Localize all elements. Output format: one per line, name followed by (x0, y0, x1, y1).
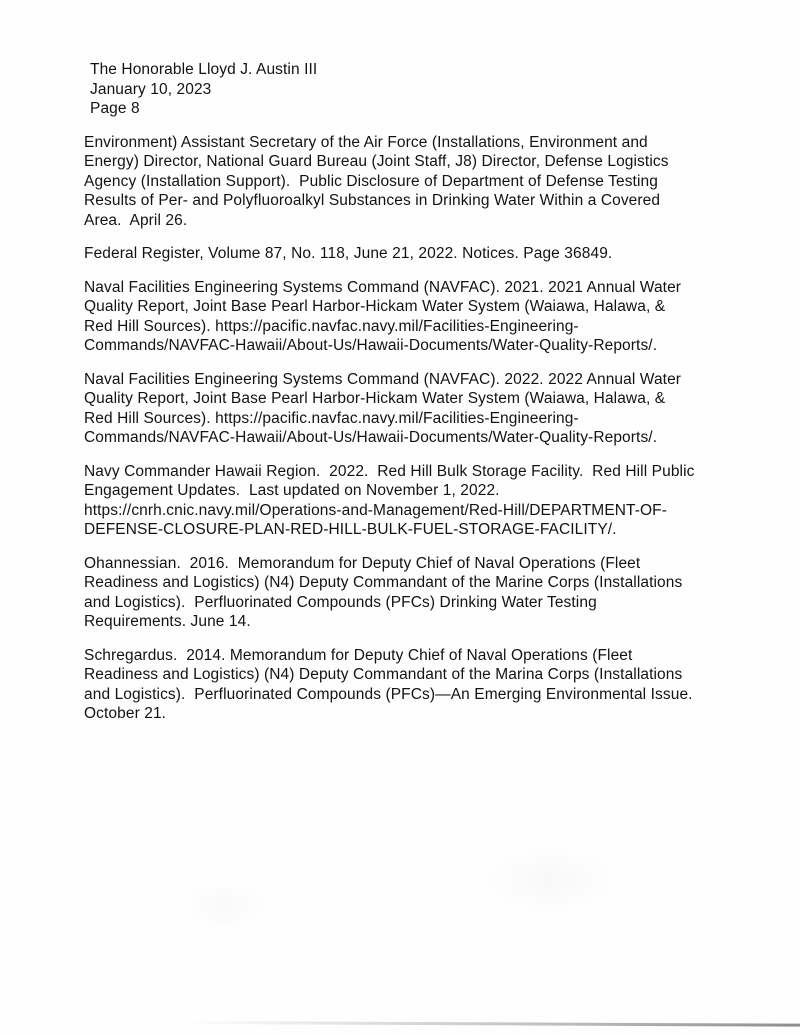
text-line: Naval Facilities Engineering Systems Command (NAVFAC). 2021. 2021 Annual Water (84, 278, 682, 296)
reference-paragraph-navy-commander-hawaii (84, 462, 764, 540)
text-line: Red Hill Sources). https://pacific.navfac.navy.mil/Facilities-Engineering- (84, 317, 579, 335)
reference-paragraph-ohannessian-2016 (84, 554, 764, 632)
page-number: Page 8 (90, 100, 140, 117)
reference-paragraph-air-force-disclosure (84, 133, 764, 231)
text-line: Commands/NAVFAC-Hawaii/About-Us/Hawaii-Documents/Water-Quality-Reports/. (84, 429, 658, 446)
reference-paragraph-schregardus-2014 (84, 646, 764, 724)
text-line: and Logistics). Perfluorinated Compounds (PFCs)—An Emerging Environmental Issue. (84, 685, 693, 703)
recipient-name: The Honorable Lloyd J. Austin III (90, 61, 318, 78)
letter-header (90, 60, 764, 119)
text-line: Red Hill Sources). https://pacific.navfac.navy.mil/Facilities-Engineering- (84, 409, 579, 427)
text-line: Federal Register, Volume 87, No. 118, June 21, 2022. Notices. Page 36849. (84, 245, 613, 262)
text-line: https://cnrh.cnic.navy.mil/Operations-and-Management/Red-Hill/DEPARTMENT-OF- (84, 501, 668, 519)
text-line: and Logistics). Perfluorinated Compounds (PFCs) Drinking Water Testing (84, 593, 597, 611)
letter-date: January 10, 2023 (90, 80, 212, 98)
reference-paragraph-federal-register (84, 244, 764, 264)
text-line: Environment) Assistant Secretary of the Air Force (Installations, Environment and (84, 133, 648, 151)
text-line: Schregardus. 2014. Memorandum for Deputy Chief of Naval Operations (Fleet (84, 646, 633, 664)
reference-paragraph-navfac-2021 (84, 278, 764, 356)
text-line: Area. April 26. (84, 211, 188, 229)
text-line: Quality Report, Joint Base Pearl Harbor-Hickam Water System (Waiawa, Halawa, & (84, 298, 666, 315)
text-line: Energy) Director, National Guard Bureau (Joint Staff, J8) Director, Defense Logistics (84, 153, 669, 170)
text-line: Naval Facilities Engineering Systems Command (NAVFAC). 2022. 2022 Annual Water (84, 370, 682, 388)
reference-paragraph-navfac-2022 (84, 370, 764, 448)
text-line: Readiness and Logistics) (N4) Deputy Commandant of the Marine Corps (Installations (84, 574, 683, 591)
text-line: Ohannessian. 2016. Memorandum for Deputy Chief of Naval Operations (Fleet (84, 554, 641, 572)
text-line: Results of Per- and Polyfluoroalkyl Substances in Drinking Water Within a Covered (84, 192, 661, 209)
text-line: Engagement Updates. Last updated on November 1, 2022. (84, 482, 500, 499)
text-line: Readiness and Logistics) (N4) Deputy Commandant of the Marina Corps (Installations (84, 666, 683, 683)
text-line: Agency (Installation Support). Public Disclosure of Department of Defense Testing (84, 172, 658, 190)
text-line: October 21. (84, 705, 167, 722)
text-line: Requirements. June 14. (84, 613, 251, 630)
scan-smudge (480, 845, 620, 915)
document-content (84, 60, 764, 738)
scan-smudge (180, 880, 270, 930)
text-line: DEFENSE-CLOSURE-PLAN-RED-HILL-BULK-FUEL-STORAGE-FACILITY/. (84, 521, 617, 538)
scan-artifact-line (188, 1021, 800, 1027)
text-line: Quality Report, Joint Base Pearl Harbor-Hickam Water System (Waiawa, Halawa, & (84, 390, 666, 407)
text-line: Commands/NAVFAC-Hawaii/About-Us/Hawaii-Documents/Water-Quality-Reports/. (84, 337, 658, 354)
text-line: Navy Commander Hawaii Region. 2022. Red Hill Bulk Storage Facility. Red Hill Public (84, 462, 695, 480)
